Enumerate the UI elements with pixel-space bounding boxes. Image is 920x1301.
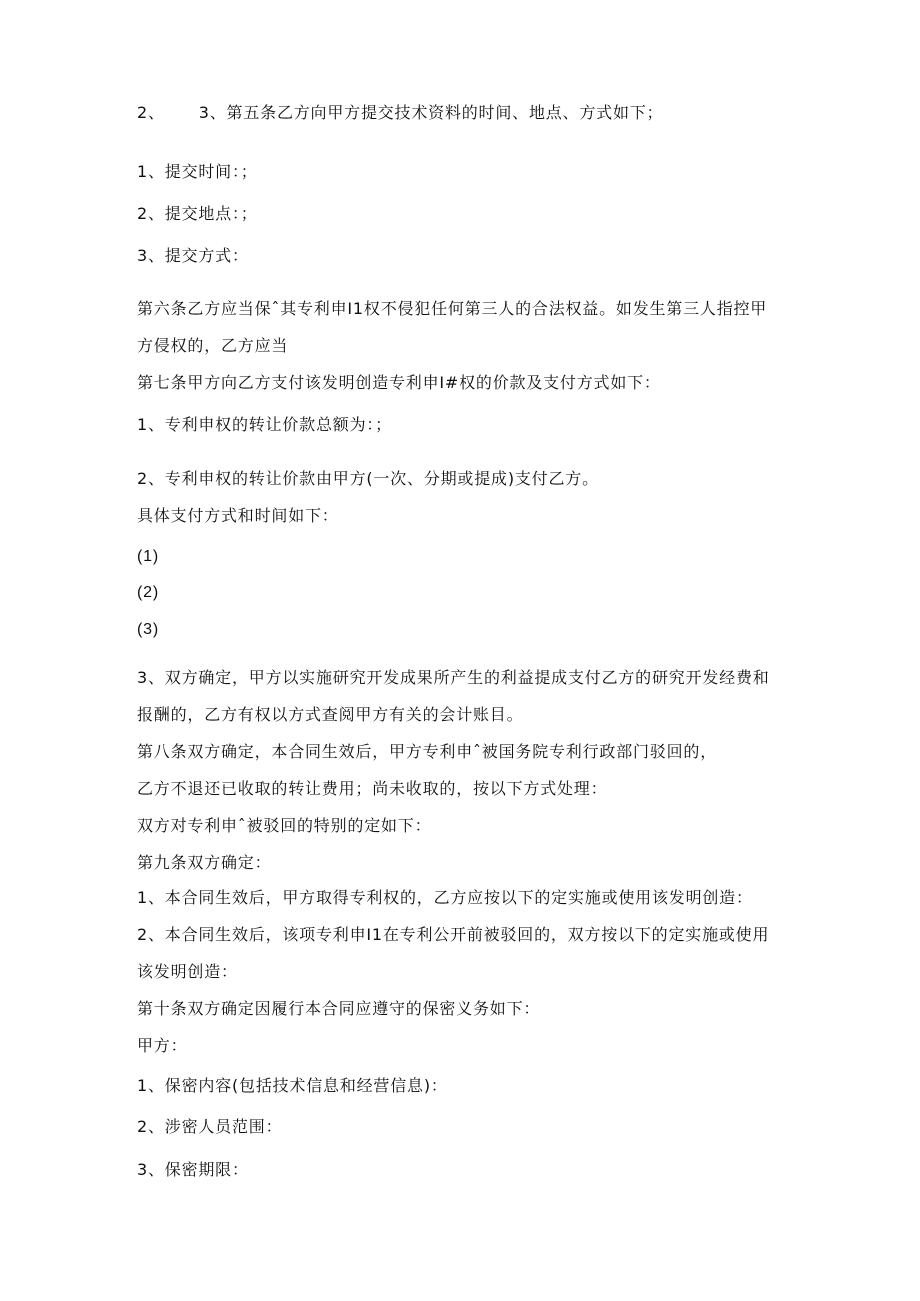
- text-line: 第六条乙方应当保ˆ其专利申I1权不侵犯任何第三人的合法权益。如发生第三人指控甲: [137, 299, 768, 318]
- text-line: (3): [137, 621, 159, 638]
- text-line: 1、保密内容(包括技术信息和经营信息)：: [137, 1076, 448, 1095]
- text-line: 该发明创造：: [137, 962, 238, 981]
- text-line: 3、提交方式：: [137, 246, 249, 265]
- text-line: 1、专利申权的转让价款总额为：；: [137, 415, 392, 434]
- text-fragment: 3、第五条乙方向甲方提交技术资料的时间、地点、方式如下；: [198, 103, 664, 122]
- text-line: [137, 103, 663, 123]
- text-fragment: 2、: [137, 103, 165, 122]
- text-line: 2、本合同生效后，该项专利申I1在专利公开前被驳回的，双方按以下的定实施或使用: [137, 925, 770, 944]
- text-line: 2、专利申权的转让价款由甲方(一次、分期或提成)支付乙方。: [137, 469, 599, 488]
- text-line: 双方对专利申ˆ被驳回的特别的定如下：: [137, 816, 432, 835]
- text-line: 3、保密期限：: [137, 1160, 249, 1179]
- text-line: 第九条双方确定：: [137, 853, 272, 872]
- text-line: 2、涉密人员范围：: [137, 1117, 283, 1136]
- text-line: 甲方：: [137, 1036, 188, 1055]
- text-line: 乙方不退还已收取的转让费用；尚未收取的，按以下方式处理：: [137, 779, 608, 798]
- text-line: 1、提交时间：；: [137, 162, 258, 181]
- text-line: 第七条甲方向乙方支付该发明创造专利申I#权的价款及支付方式如下：: [137, 373, 661, 392]
- text-line: 3、双方确定，甲方以实施研究开发成果所产生的利益提成支付乙方的研究开发经费和: [137, 668, 770, 687]
- text-line: 第十条双方确定因履行本合同应遵守的保密义务如下：: [137, 999, 541, 1018]
- text-line: 2、提交地点：；: [137, 204, 258, 223]
- text-line: 1、本合同生效后，甲方取得专利权的，乙方应按以下的定实施或使用该发明创造：: [137, 888, 753, 907]
- text-line: 方侵权的，乙方应当: [137, 336, 289, 355]
- text-line: (2): [137, 584, 159, 601]
- text-line: 具体支付方式和时间如下：: [137, 506, 339, 525]
- text-line: 报酬的，乙方有权以方式查阅甲方有关的会计账目。: [137, 705, 524, 724]
- text-line: (1): [137, 548, 159, 565]
- text-line: 第八条双方确定，本合同生效后，甲方专利申ˆ被国务院专利行政部门驳回的，: [137, 742, 718, 761]
